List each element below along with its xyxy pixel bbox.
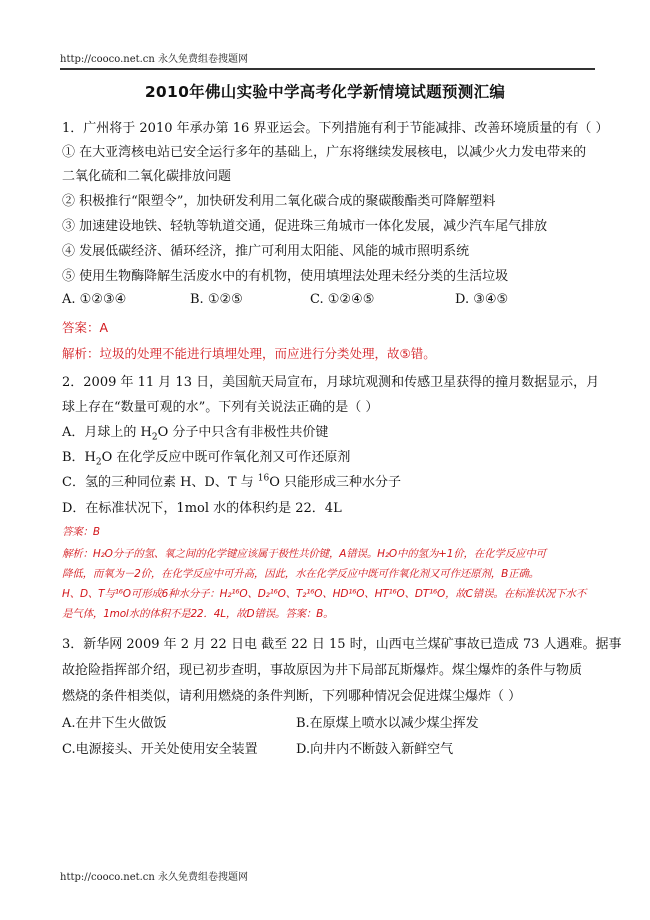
q2-option-a-post: O 分子中只含有非极性共价键 — [157, 425, 329, 440]
q2-option-b — [62, 446, 350, 468]
q2-option-b-post: O 在化学反应中既可作氧化剂又可作还原剂 — [101, 450, 351, 465]
q2-option-b-sub: 2 — [95, 457, 102, 468]
q2-option-c-pre: C．氢的三种同位素 H、D、T 与 — [62, 475, 258, 490]
q1-item-5: ⑤ 使用生物酶降解生活废水中的有机物，使用填埋法处理未经分类的生活垃圾 — [62, 269, 509, 284]
q2-analysis-line2: 降低，而氧为－2价，在化学反应中可升高，因此，水在化学反应中既可作氧化剂又可作还原剂，B正确。 — [62, 568, 539, 580]
q1-answer: 答案：A — [62, 320, 109, 335]
q2-option-c-sup: 16 — [257, 473, 270, 484]
q2-stem-line2: 球上存在“数量可观的水”。下列有关说法正确的是（ ） — [62, 400, 379, 415]
q3-stem-line1: 3．新华网 2009 年 2 月 22 日电 截至 22 日 15 时，山西屯兰煤矿事故已造成 73 人遇难。据事 — [62, 637, 622, 652]
q1-option-b: B. ①②⑤ — [190, 292, 243, 307]
q3-stem-line3: 燃烧的条件相类似，请利用燃烧的条件判断，下列哪种情况会促进煤尘爆炸（ ） — [62, 689, 522, 704]
q1-analysis: 解析：垃圾的处理不能进行填埋处理，而应进行分类处理，故⑤错。 — [62, 346, 436, 361]
header-site: http://cooco.net.cn 永久免费组卷搜题网 — [60, 54, 249, 65]
q1-stem: 1．广州将于 2010 年承办第 16 界亚运会。下列措施有利于节能减排、改善环境质量的有（ ） — [62, 121, 609, 136]
q1-item-3: ③ 加速建设地铁、轻轨等轨道交通，促进珠三角城市一体化发展，减少汽车尾气排放 — [62, 219, 548, 234]
page-header — [60, 50, 595, 70]
footer-site: http://cooco.net.cn 永久免费组卷搜题网 — [60, 872, 249, 883]
q1-item-1: ① 在大亚湾核电站已安全运行多年的基础上，广东将继续发展核电，以减少火力发电带来的 — [62, 145, 587, 160]
q2-option-a-sub: 2 — [151, 432, 158, 443]
q1-option-d: D. ③④⑤ — [455, 292, 509, 307]
q2-option-c — [62, 471, 401, 490]
q1-item-4: ④ 发展低碳经济、循环经济，推广可利用太阳能、风能的城市照明系统 — [62, 244, 470, 259]
q3-option-a: A.在井下生火做饭 — [62, 716, 167, 731]
q2-option-a — [62, 421, 328, 443]
q2-option-b-pre: B．H — [62, 450, 96, 465]
q2-option-d: D．在标准状况下，1mol 水的体积约是 22．4L — [62, 501, 342, 516]
q2-stem-line1: 2．2009 年 11 月 13 日，美国航天局宣布，月球坑观测和传感卫星获得的撞月数据显示，月 — [62, 375, 600, 390]
q3-option-b: B.在原煤上喷水以减少煤尘挥发 — [296, 716, 479, 731]
q1-item-2: ② 积极推行“限塑令”，加快研发利用二氧化碳合成的聚碳酸酯类可降解塑料 — [62, 194, 496, 209]
q1-option-a: A. ①②③④ — [62, 292, 127, 307]
q2-option-c-post: O 只能形成三种水分子 — [269, 475, 402, 490]
q2-analysis-line3: H、D、T与¹⁶O可形成6种水分子：H₂¹⁶O、D₂¹⁶O、T₂¹⁶O、HD¹⁶O、HT¹⁶O、DT¹⁶O，故C错误。在标准状况下水不 — [62, 588, 587, 600]
q2-analysis-line4: 是气体，1mol水的体积不是22．4L，故D错误。答案：B。 — [62, 608, 334, 620]
q2-analysis-line1: 解析：H₂O分子的氢、氧之间的化学键应该属于极性共价键，A错误。H₂O中的氢为+1价，在化学反应中可 — [62, 548, 546, 560]
q3-option-c: C.电源接头、开关处使用安全装置 — [62, 742, 258, 757]
q3-stem-line2: 故抢险指挥部介绍，现已初步查明，事故原因为井下局部瓦斯爆炸。煤尘爆炸的条件与物质 — [62, 663, 583, 678]
page-footer — [60, 868, 595, 883]
page-title: 2010年佛山实验中学高考化学新情境试题预测汇编 — [144, 83, 506, 101]
q1-item-1-cont: 二氧化硫和二氧化碳排放问题 — [62, 169, 232, 184]
q1-option-c: C. ①②④⑤ — [310, 292, 375, 307]
q3-option-d: D.向井内不断鼓入新鲜空气 — [296, 742, 454, 757]
q2-answer: 答案：B — [62, 526, 100, 538]
q2-option-a-pre: A．月球上的 H — [62, 425, 152, 440]
